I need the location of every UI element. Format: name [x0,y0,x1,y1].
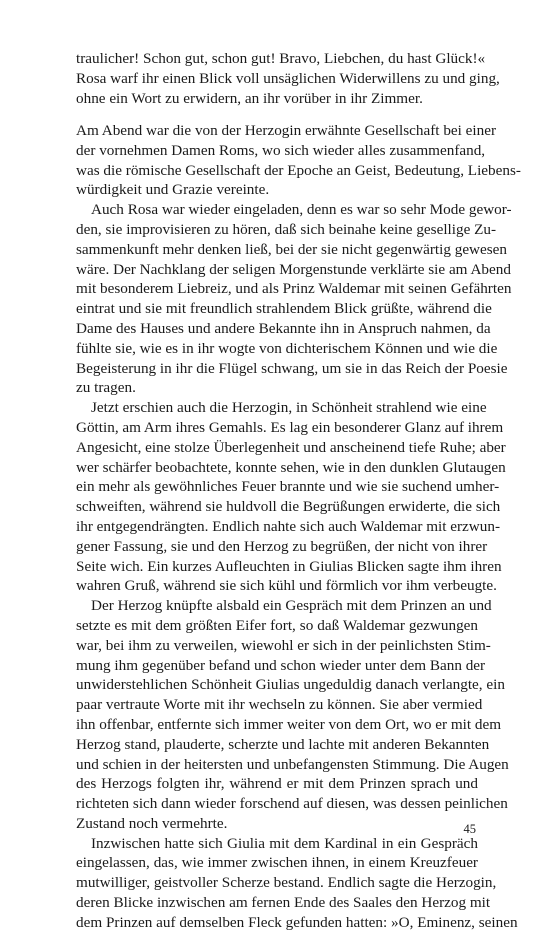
text-line: war, bei ihm zu verweilen, wiewohl er sich in der peinlichsten Stim- [76,636,491,654]
text-line: den, sie improvisieren zu hören, daß sich beinahe keine gesellige Zu- [76,220,497,238]
text-line: paar vertraute Worte mit ihr wechseln zu können. Sie aber vermied [76,696,483,714]
text-line: unwiderstehlichen Schönheit Giulias ungeduldig danach verlangte, ein [76,676,505,694]
text-line: Angesicht, eine stolze Überlegenheit und anscheinend tiefe Ruhe; aber [76,438,506,456]
text-line: Der Herzog knüpfte alsbald ein Gespräch mit dem Prinzen an und [91,597,492,615]
text-line: dem Prinzen auf demselben Fleck gefunden hatten: »O, Eminenz, seinen [76,913,518,931]
text-line: wahren Gruß, während sie sich kühl und förmlich vor ihm verbeugte. [76,577,497,595]
text-line: Am Abend war die von der Herzogin erwähnte Gesellschaft bei einer [76,122,497,139]
paragraph [76,596,509,834]
paragraph [76,398,506,596]
text-line: Inzwischen hatte sich Giulia mit dem Kardinal in ein Gespräch [91,834,478,852]
page-number: 45 [463,822,476,836]
text-line: und schien in der heitersten und unbefangensten Stimmung. Die Augen [76,755,509,773]
text-line: traulicher! Schon gut, schon gut! Bravo, Liebchen, du hast Glück!« [76,50,486,67]
text-line: gener Fassung, sie und den Herzog zu begrüßen, der nicht von ihrer [76,537,488,555]
text-line: ihn offenbar, entfernte sich immer weiter von dem Ort, wo er mit dem [76,715,502,733]
text-line: was die römische Gesellschaft der Epoche an Geist, Bedeutung, Liebens- [76,161,521,179]
text-line: zu tragen. [76,379,136,397]
section-body [76,121,521,933]
text-line: Göttin, am Arm ihres Gemahls. Es lag ein besonderer Glanz auf ihrem [76,418,504,436]
text-line: mung ihm gegenüber befand und schon wieder unter dem Bann der [76,656,486,674]
text-line: richteten sich dann wieder forschend auf diesen, was dessen peinlichen [76,795,508,813]
text-line: wer schärfer beobachtete, konnte sehen, wie in den dunklen Glutaugen [76,458,506,476]
text-line: setzte es mit dem größten Eifer fort, so daß Waldemar gezwungen [76,616,478,634]
text-line: ohne ein Wort zu erwidern, an ihr vorüber in ihr Zimmer. [76,89,423,107]
text-line: ein mehr als gewöhnliches Feuer brannte und wie sie suchend umher- [76,478,500,496]
text-line: sammenkunft mehr denken ließ, bei der sie nicht gegenwärtig gewesen [76,240,508,258]
paragraph [76,200,512,398]
text-line: Seite wich. Ein kurzes Aufleuchten in Giulias Blicken sagte ihm ihren [76,557,502,575]
paragraph [76,121,521,200]
text-line: Begeisterung in ihr die Flügel schwang, um sie in das Reich der Poesie [76,359,508,377]
text-line: Herzog stand, plauderte, scherzte und lachte mit anderen Bekannten [76,735,490,753]
text-line: Auch Rosa war wieder eingeladen, denn es war so sehr Mode gewor- [91,201,512,219]
text-line: eintrat und sie mit freundlich strahlendem Blick grüßte, während die [76,300,492,318]
text-line: mit besonderem Liebreiz, und als Prinz Waldemar mit seinen Gefährten [76,280,512,298]
text-line: Rosa warf ihr einen Blick voll unsäglichen Widerwillens zu und ging, [76,69,500,87]
paragraph [76,834,518,933]
text-line: ihr entgegendrängten. Endlich nahte sich auch Waldemar mit erzwun- [76,517,501,535]
text-line: mutwilliger, geistvoller Scherze bestand. Endlich sagte die Herzogin, [76,874,497,892]
text-line: deren Blicke inzwischen am fernen Ende des Saales den Herzog mit [76,894,491,912]
text-line: des Herzogs folgten ihr, während er mit dem Prinzen sprach und [76,775,478,793]
text-line: der vornehmen Damen Roms, wo sich wieder alles zusammenfand, [76,141,486,159]
text-line: Jetzt erschien auch die Herzogin, in Schönheit strahlend wie eine [91,399,487,417]
continuation-paragraph [76,49,500,108]
text-line: Dame des Hauses und andere Bekannte ihn in Anspruch nahmen, da [76,319,491,337]
text-line: eingelassen, das, wie immer zwischen ihnen, in einem Kreuzfeuer [76,854,478,872]
text-line: würdigkeit und Grazie vereinte. [76,181,270,199]
text-line: wäre. Der Nachklang der seligen Morgenstunde verklärte sie am Abend [76,260,511,278]
text-line: schweiften, während sie huldvoll die Begrüßungen erwiderte, die sich [76,498,501,516]
text-line: fühlte sie, wie es in ihr wogte von dichterischem Können und wie die [76,339,498,357]
text-line: Zustand noch vermehrte. [76,814,228,832]
